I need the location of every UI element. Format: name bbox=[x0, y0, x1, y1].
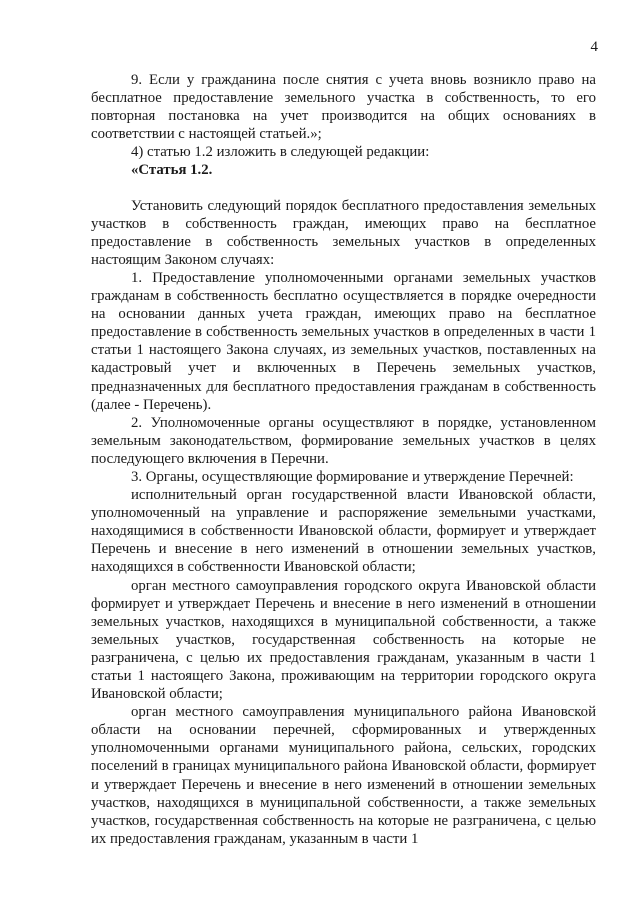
paragraph-point-1: 1. Предоставление уполномоченными органами земельных участков гражданам в собственность бесплатно осуществляется в порядке очередности на основании данных учета граждан, имеющих право на бесплатное предоставление в собственность земельных участков в определенных в части 1 статьи 1 настоящего Закона случаях, из земельных участков, поставленных на кадастровый учет и включенных в Перечень земельных участков, предназначенных для бесплатного предоставления гражданам в собственность (далее - Перечень). bbox=[91, 269, 596, 413]
article-heading: «Статья 1.2. bbox=[131, 162, 213, 179]
page-number: 4 bbox=[590, 39, 598, 55]
paragraph-intro: Установить следующий порядок бесплатного предоставления земельных участков в собственность граждан, имеющих право на бесплатное предоставление в собственность земельных участков в определенных настоящим Законом случаях: bbox=[91, 197, 596, 268]
paragraph-amendment-4: 4) статью 1.2 изложить в следующей редакции: bbox=[131, 144, 430, 161]
paragraph-item-9: 9. Если у гражданина после снятия с учета вновь возникло право на бесплатное предоставление земельного участка в собственность, то его повторная постановка на учет производится на общих основаниях в соответствии с настоящей статьей.»; bbox=[91, 72, 596, 143]
paragraph-city-district-authority: орган местного самоуправления городского округа Ивановской области формирует и утверждает Перечень и внесение в него изменений в отношении земельных участков, находящихся в муниципальной собственности, а также земельных участков, государственная собственность на которые не разграничена, с целью их предоставления гражданам, указанным в части 1 статьи 1 настоящего Закона, проживающим на территории городского округа Ивановской области; bbox=[91, 577, 596, 703]
paragraph-point-3: 3. Органы, осуществляющие формирование и утверждение Перечней: bbox=[131, 468, 574, 485]
paragraph-municipal-district-authority: орган местного самоуправления муниципального района Ивановской области на основании перечней, сформированных и утвержденных уполномоченными органами муниципального района, сельских, городских поселений в границах муниципального района Ивановской области, формирует и утверждает Перечень и внесение в него изменений в отношении земельных участков, находящихся в муниципальной собственности, а также земельных участков, государственная собственность на которые не разграничена, с целью их предоставления гражданам, указанным в части 1 bbox=[91, 704, 596, 847]
paragraph-regional-authority: исполнительный орган государственной власти Ивановской области, уполномоченный на управление и распоряжение земельными участками, находящимися в собственности Ивановской области, формирует и утверждает Перечень и внесение в него изменений в отношении земельных участков, находящихся в собственности Ивановской области; bbox=[91, 487, 596, 576]
document-body bbox=[91, 71, 596, 848]
paragraph-point-2: 2. Уполномоченные органы осуществляют в порядке, установленном земельным законодательством, формирование земельных участков в целях последующего включения в Перечни. bbox=[91, 414, 596, 467]
